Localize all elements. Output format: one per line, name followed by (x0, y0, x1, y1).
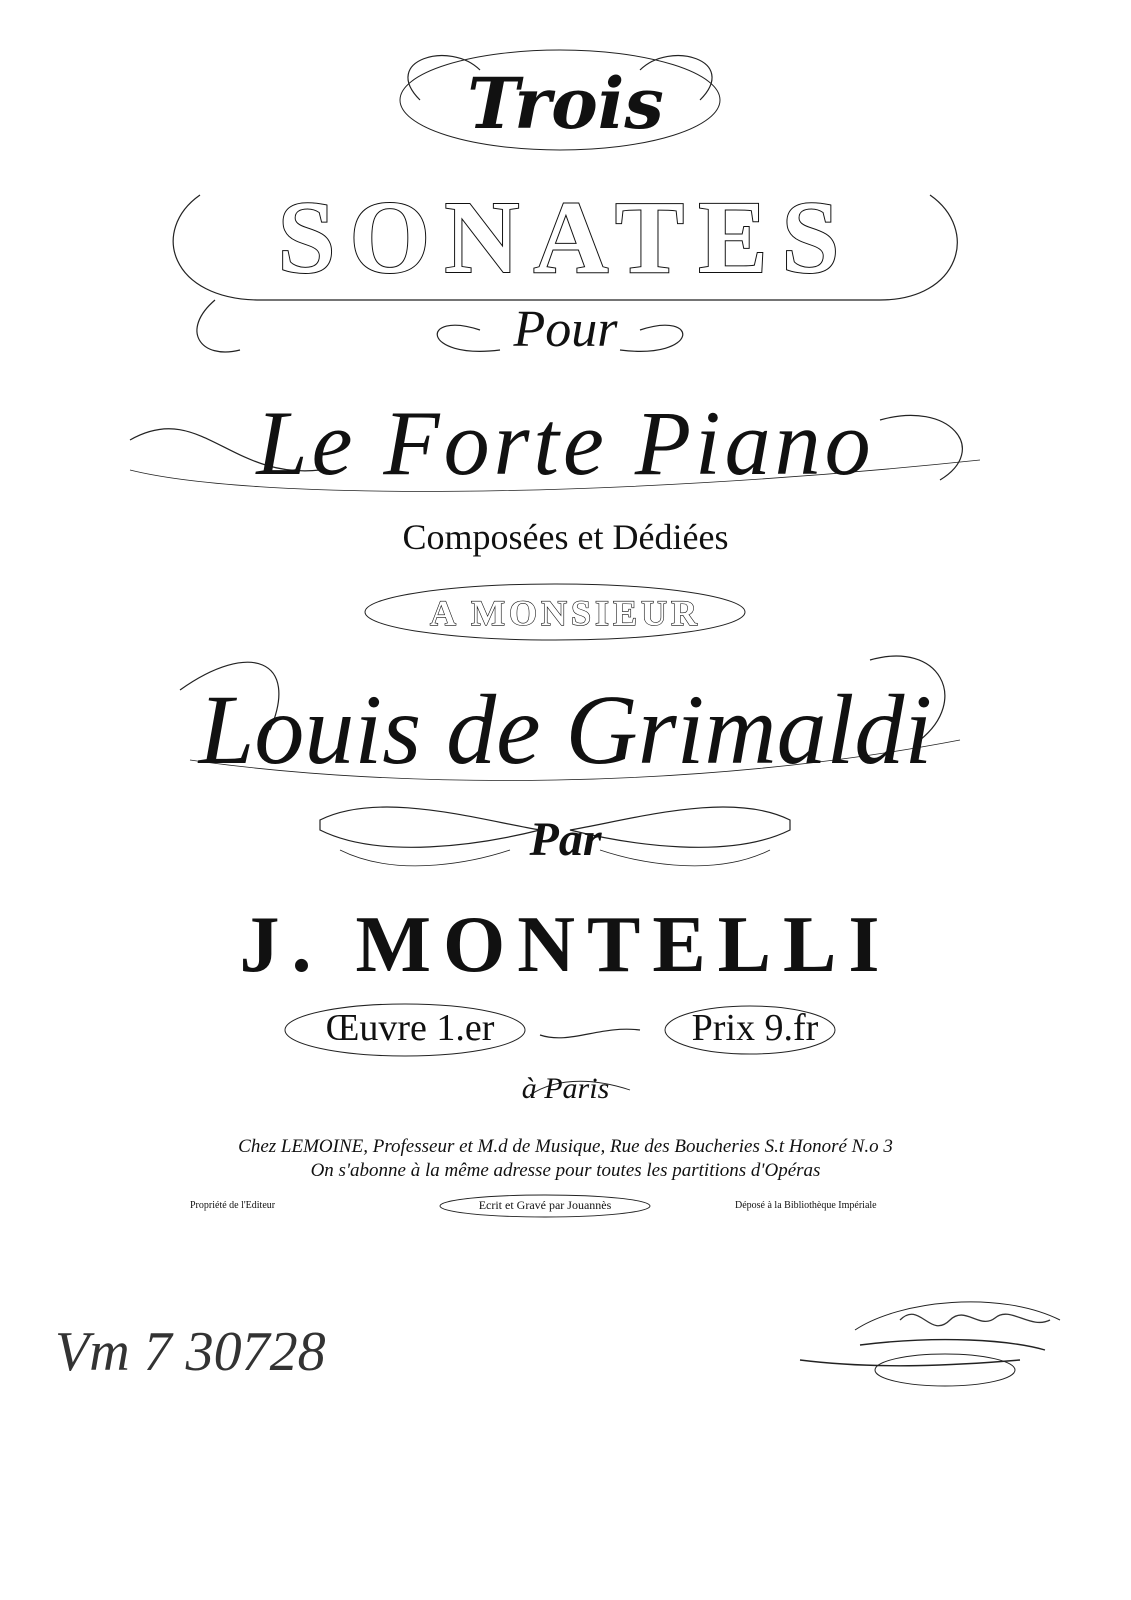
title-trois: Trois (467, 62, 664, 145)
par-label: Par (529, 813, 602, 866)
city-label: à Paris (521, 1072, 610, 1105)
footer-center: Ecrit et Gravé par Jouannès (478, 1198, 612, 1212)
dedication-monsieur: A MONSIEUR (429, 593, 702, 633)
footer-left: Propriété de l'Editeur (190, 1200, 276, 1211)
composer-name: J. MONTELLI (239, 901, 892, 989)
ownership-stamp (800, 1280, 1070, 1400)
footer-right: Déposé à la Bibliothèque Impériale (735, 1200, 877, 1211)
shelfmark: Vm 7 30728 (55, 1321, 326, 1383)
dedication-line: Composées et Dédiées (402, 517, 729, 557)
price: Prix 9.fr (691, 1007, 819, 1049)
opus-number: Œuvre 1.er (325, 1007, 495, 1049)
dedicatee-name: Louis de Grimaldi (198, 674, 933, 785)
subscription-note: On s'abonne à la même adresse pour toutes les partitions d'Opéras (310, 1160, 821, 1181)
title-instrument: Le Forte Piano (256, 392, 875, 494)
title-sonates: SONATES (277, 180, 854, 295)
title-pour: Pour (513, 301, 618, 358)
publisher-address: Chez LEMOINE, Professeur et M.d de Musique, Rue des Boucheries S.t Honoré N.o 3 (238, 1136, 893, 1157)
